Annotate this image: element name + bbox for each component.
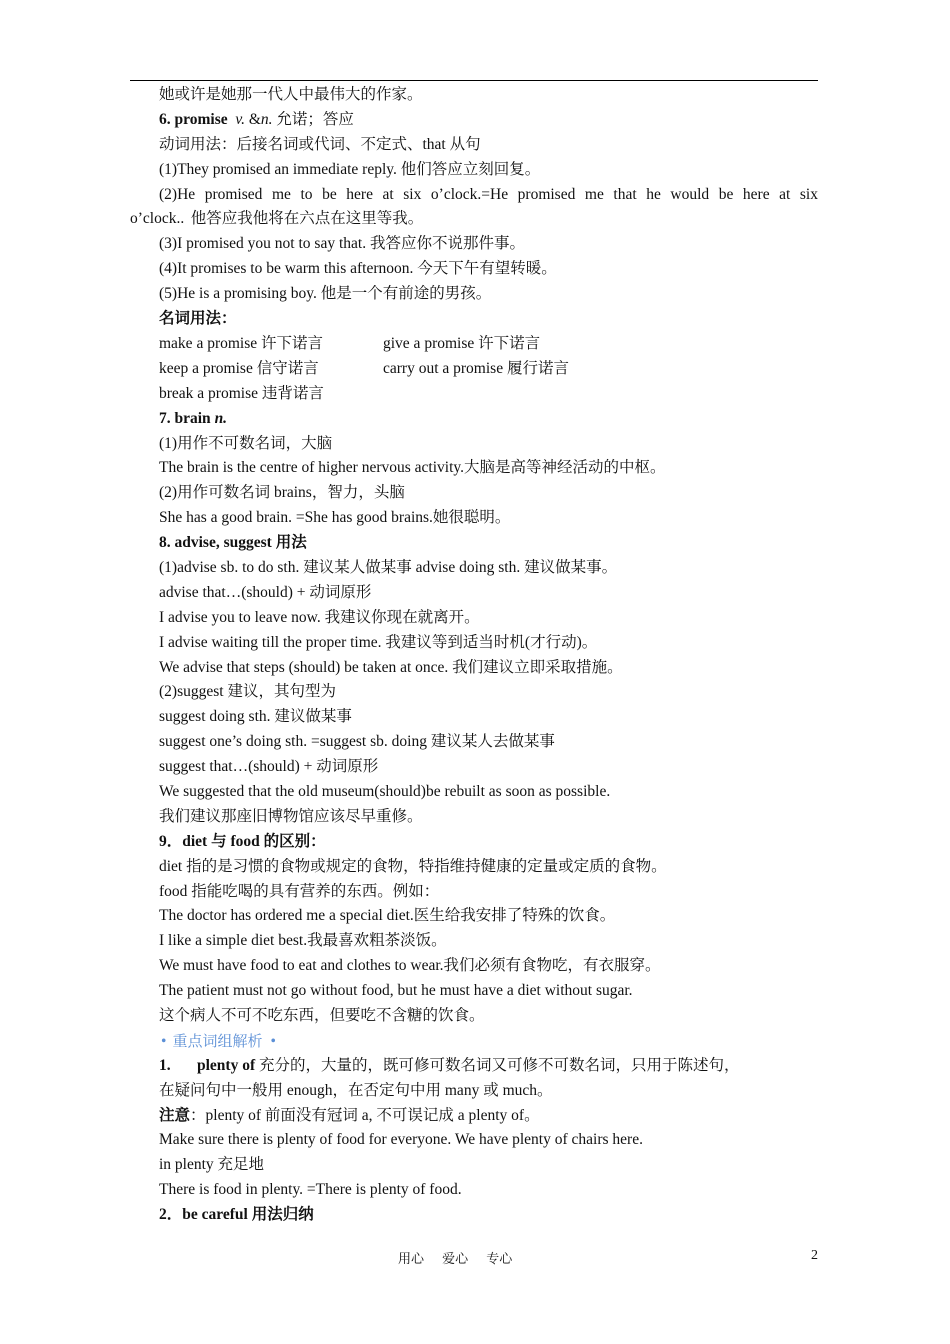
- text-line: (5)He is a promising boy. 他是一个有前途的男孩。: [159, 285, 492, 303]
- text-line: (1)advise sb. to do sth. 建议某人做某事 advise doing sth. 建议做某事。: [159, 558, 618, 576]
- text-line: 在疑问句中一般用 enough，在否定句中用 many 或 much。: [159, 1081, 553, 1099]
- section-heading-promise: [130, 108, 818, 133]
- note-label: 注意: [159, 1106, 191, 1124]
- text-line: suggest that…(should) + 动词原形: [159, 758, 379, 776]
- phrase-item: give a promise 许下诺言: [383, 334, 541, 352]
- phrase-row: [130, 332, 818, 357]
- entry-gloss: 充分的，大量的，既可修可数名词又可修不可数名词，只用于陈述句，: [255, 1056, 740, 1074]
- text-line: advise that…(should) + 动词原形: [159, 583, 372, 601]
- text-line: 这个病人不可不吃东西，但要吃不含糖的饮食。: [159, 1006, 485, 1024]
- section-heading-advise-suggest: 8. advise, suggest 用法: [159, 534, 307, 552]
- pos-connector: &: [244, 110, 261, 128]
- text-line: 动词用法：后接名词或代词、不定式、that 从句: [159, 135, 481, 153]
- gloss-text: 允诺；答应: [272, 110, 354, 128]
- phrase-entry: [130, 1054, 818, 1079]
- text-line: I advise waiting till the proper time. 我建议等到适当时机(才行动)。: [159, 633, 598, 651]
- text-line: (4)It promises to be warm this afternoon. 今天下午有望转暖。: [159, 260, 557, 278]
- page-number: 2: [811, 1248, 818, 1263]
- note-text: ：plenty of 前面没有冠词 a, 不可误记成 a plenty of。: [190, 1106, 540, 1124]
- section-heading-be-careful: 2．be careful 用法归纳: [159, 1206, 314, 1224]
- pos-label: v.: [235, 110, 245, 128]
- text-line: (2)suggest 建议，其句型为: [159, 683, 336, 701]
- text-line: There is food in plenty. =There is plenty of food.: [159, 1181, 462, 1199]
- text-line: Make sure there is plenty of food for everyone. We have plenty of chairs here.: [159, 1131, 643, 1149]
- phrase-row: break a promise 违背诺言: [159, 384, 324, 402]
- page-body: [130, 83, 818, 1228]
- text-line: I like a simple diet best.我最喜欢粗茶淡饭。: [159, 932, 447, 950]
- phrase-item: keep a promise 信守诺言: [159, 359, 319, 377]
- text-line: We advise that steps (should) be taken at once. 我们建议立即采取措施。: [159, 658, 623, 676]
- heading-text: 7. brain: [159, 409, 215, 427]
- text-line: (1)用作不可数名词，大脑: [159, 434, 333, 452]
- text-line: (2)用作可数名词 brains，智力，头脑: [159, 484, 405, 502]
- bullet-icon: •: [161, 1032, 167, 1050]
- text-line: The brain is the centre of higher nervous activity.大脑是高等神经活动的中枢。: [159, 459, 666, 477]
- phrase-row: [130, 357, 818, 382]
- text-line: The patient must not go without food, but he must have a diet without sugar.: [159, 982, 633, 1000]
- entry-term: plenty of: [197, 1056, 256, 1074]
- text-line: The doctor has ordered me a special diet.医生给我安排了特殊的饮食。: [159, 907, 616, 925]
- page-footer: [0, 1248, 950, 1270]
- text-line: I advise you to leave now. 我建议你现在就离开。: [159, 608, 480, 626]
- text-line: in plenty 充足地: [159, 1156, 265, 1174]
- subheading-noun-usage: 名词用法：: [159, 310, 237, 328]
- note-line: [130, 1104, 818, 1129]
- heading-text: 6. promise: [159, 110, 228, 128]
- heading-text: 重点词组解析: [172, 1031, 263, 1050]
- text-line: suggest doing sth. 建议做某事: [159, 708, 352, 726]
- entry-number: 1.: [159, 1056, 171, 1074]
- text-line: We suggested that the old museum(should)be rebuilt as soon as possible.: [159, 782, 611, 800]
- text-line: (3)I promised you not to say that. 我答应你不说那件事。: [159, 235, 525, 253]
- text-line: 我们建议那座旧博物馆应该尽早重修。: [159, 807, 423, 825]
- text-line: She has a good brain. =She has good brains.她很聪明。: [159, 509, 511, 527]
- header-rule: [130, 80, 818, 81]
- text-line: 她或许是她那一代人中最伟大的作家。: [159, 86, 423, 103]
- text-line: diet 指的是习惯的食物或规定的食物，特指维持健康的定量或定质的食物。: [159, 857, 667, 875]
- section-heading-diet-food: 9．diet 与 food 的区别：: [159, 832, 326, 850]
- text-paragraph: (2)He promised me to be here at six o’clock.=He promised me that he would be here at six o’clock.. 他答应我他将在六点在这里等我。: [130, 185, 818, 228]
- text-line: suggest one’s doing sth. =suggest sb. doing 建议某人去做某事: [159, 733, 555, 751]
- section-heading-brain: [130, 407, 818, 432]
- pos-label: n.: [214, 409, 228, 427]
- bullet-icon: •: [270, 1032, 276, 1050]
- section-heading-key-phrases: [130, 1029, 818, 1054]
- text-line: (1)They promised an immediate reply. 他们答应立刻回复。: [159, 160, 541, 178]
- text-line: food 指能吃喝的具有营养的东西。例如：: [159, 882, 440, 900]
- text-line: We must have food to eat and clothes to wear.我们必须有食物吃，有衣服穿。: [159, 957, 661, 975]
- phrase-item: make a promise 许下诺言: [159, 334, 324, 352]
- phrase-item: carry out a promise 履行诺言: [383, 359, 569, 377]
- footer-motto: 用心 爱心 专心: [398, 1252, 513, 1267]
- pos-label: n.: [260, 110, 273, 128]
